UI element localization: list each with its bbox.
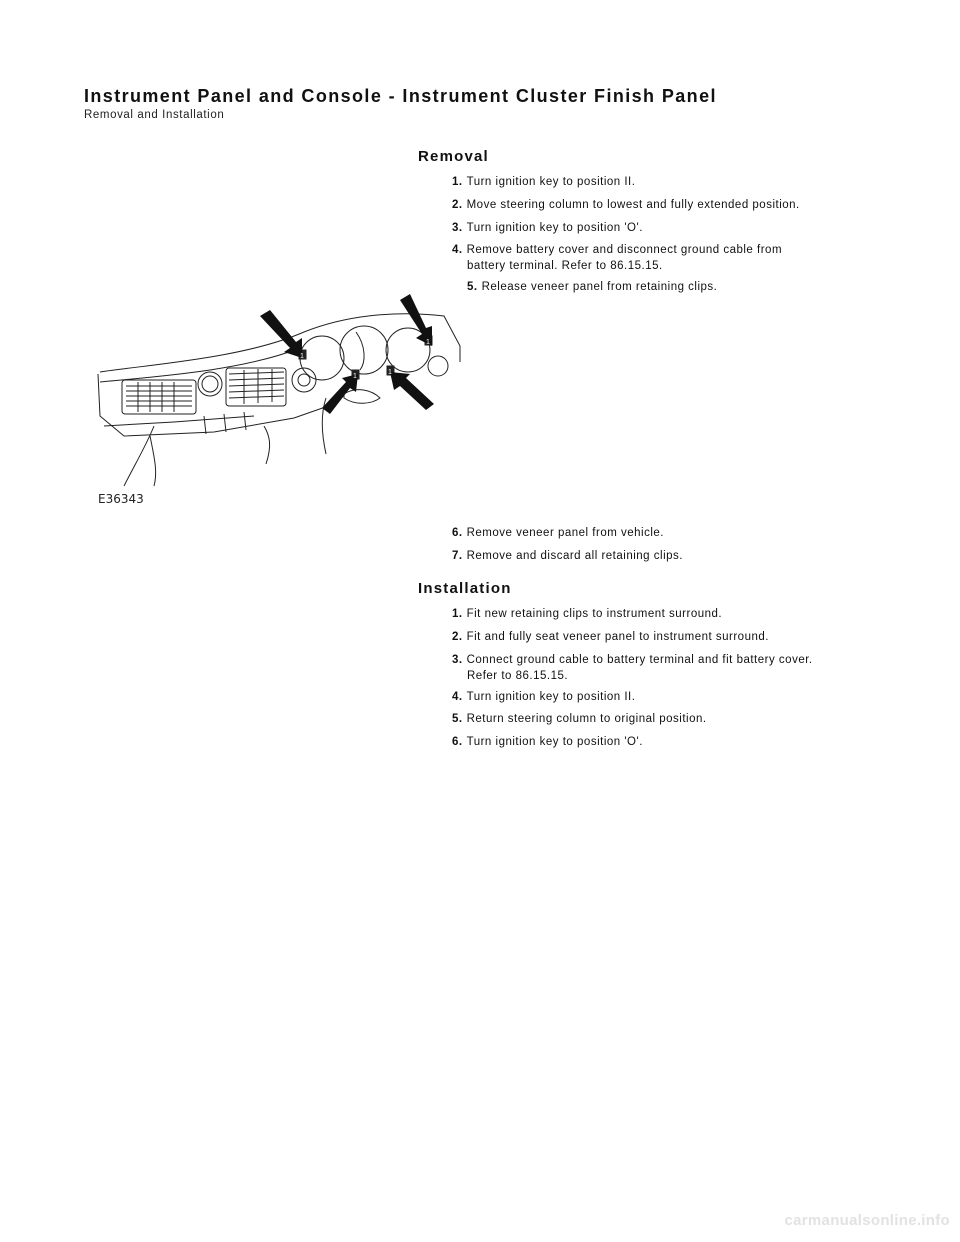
callout-label-1: 1 [300,353,304,360]
watermark: carmanualsonline.info [784,1212,950,1229]
installation-step-3: 3. Connect ground cable to battery terminal and fit battery cover. Refer to 86.15.15. [452,654,813,682]
side-vent [292,368,316,392]
side-vent-center [298,374,310,386]
installation-step-6: 6. Turn ignition key to position 'O'. [452,736,643,748]
removal-heading: Removal [418,148,489,165]
removal-step-6: 6. Remove veneer panel from vehicle. [452,527,664,539]
harness-line-2 [264,426,270,464]
removal-step-7: 7. Remove and discard all retaining clips. [452,550,683,562]
harness-line-4 [150,436,156,486]
veneer-panel-figure [94,286,464,516]
figure-id: E36343 [98,492,144,506]
installation-step-2: 2. Fit and fully seat veneer panel to instrument surround. [452,631,769,643]
removal-step-1: 1. Turn ignition key to position II. [452,176,636,188]
installation-step-1: 1. Fit new retaining clips to instrument surround. [452,608,723,620]
clock-face [202,376,218,392]
installation-heading: Installation [418,580,512,597]
installation-step-5: 5. Return steering column to original position. [452,713,707,725]
column-shroud [344,390,380,404]
small-dial [428,356,448,376]
removal-step-4: 4. Remove battery cover and disconnect ground cable from battery terminal. Refer to 86.15.15. [452,244,783,272]
callout-label-2: 1 [353,373,357,380]
arrow-icon-1 [260,310,302,358]
arrow-icon-4 [390,372,434,410]
removal-step-3: 3. Turn ignition key to position 'O'. [452,222,643,234]
installation-step-4: 4. Turn ignition key to position II. [452,691,636,703]
gauge-center-detail [356,332,364,370]
callout-label-3: 1 [388,369,392,376]
instrument-panel-illustration [94,286,464,516]
left-air-vent [122,380,196,414]
dash-trim-line [104,416,254,426]
arrow-icon-3 [322,374,358,414]
page-title: Instrument Panel and Console - Instrument Cluster Finish Panel [84,86,717,106]
page-subtitle: Removal and Installation [84,109,225,121]
removal-step-5: 5. Release veneer panel from retaining clips. [467,281,718,293]
panel-fasteners [204,412,246,434]
removal-step-2: 2. Move steering column to lowest and fully extended position. [452,199,800,211]
callout-label-4: 1 [426,339,430,346]
gauge-left [300,336,344,380]
right-air-vent [226,368,286,406]
